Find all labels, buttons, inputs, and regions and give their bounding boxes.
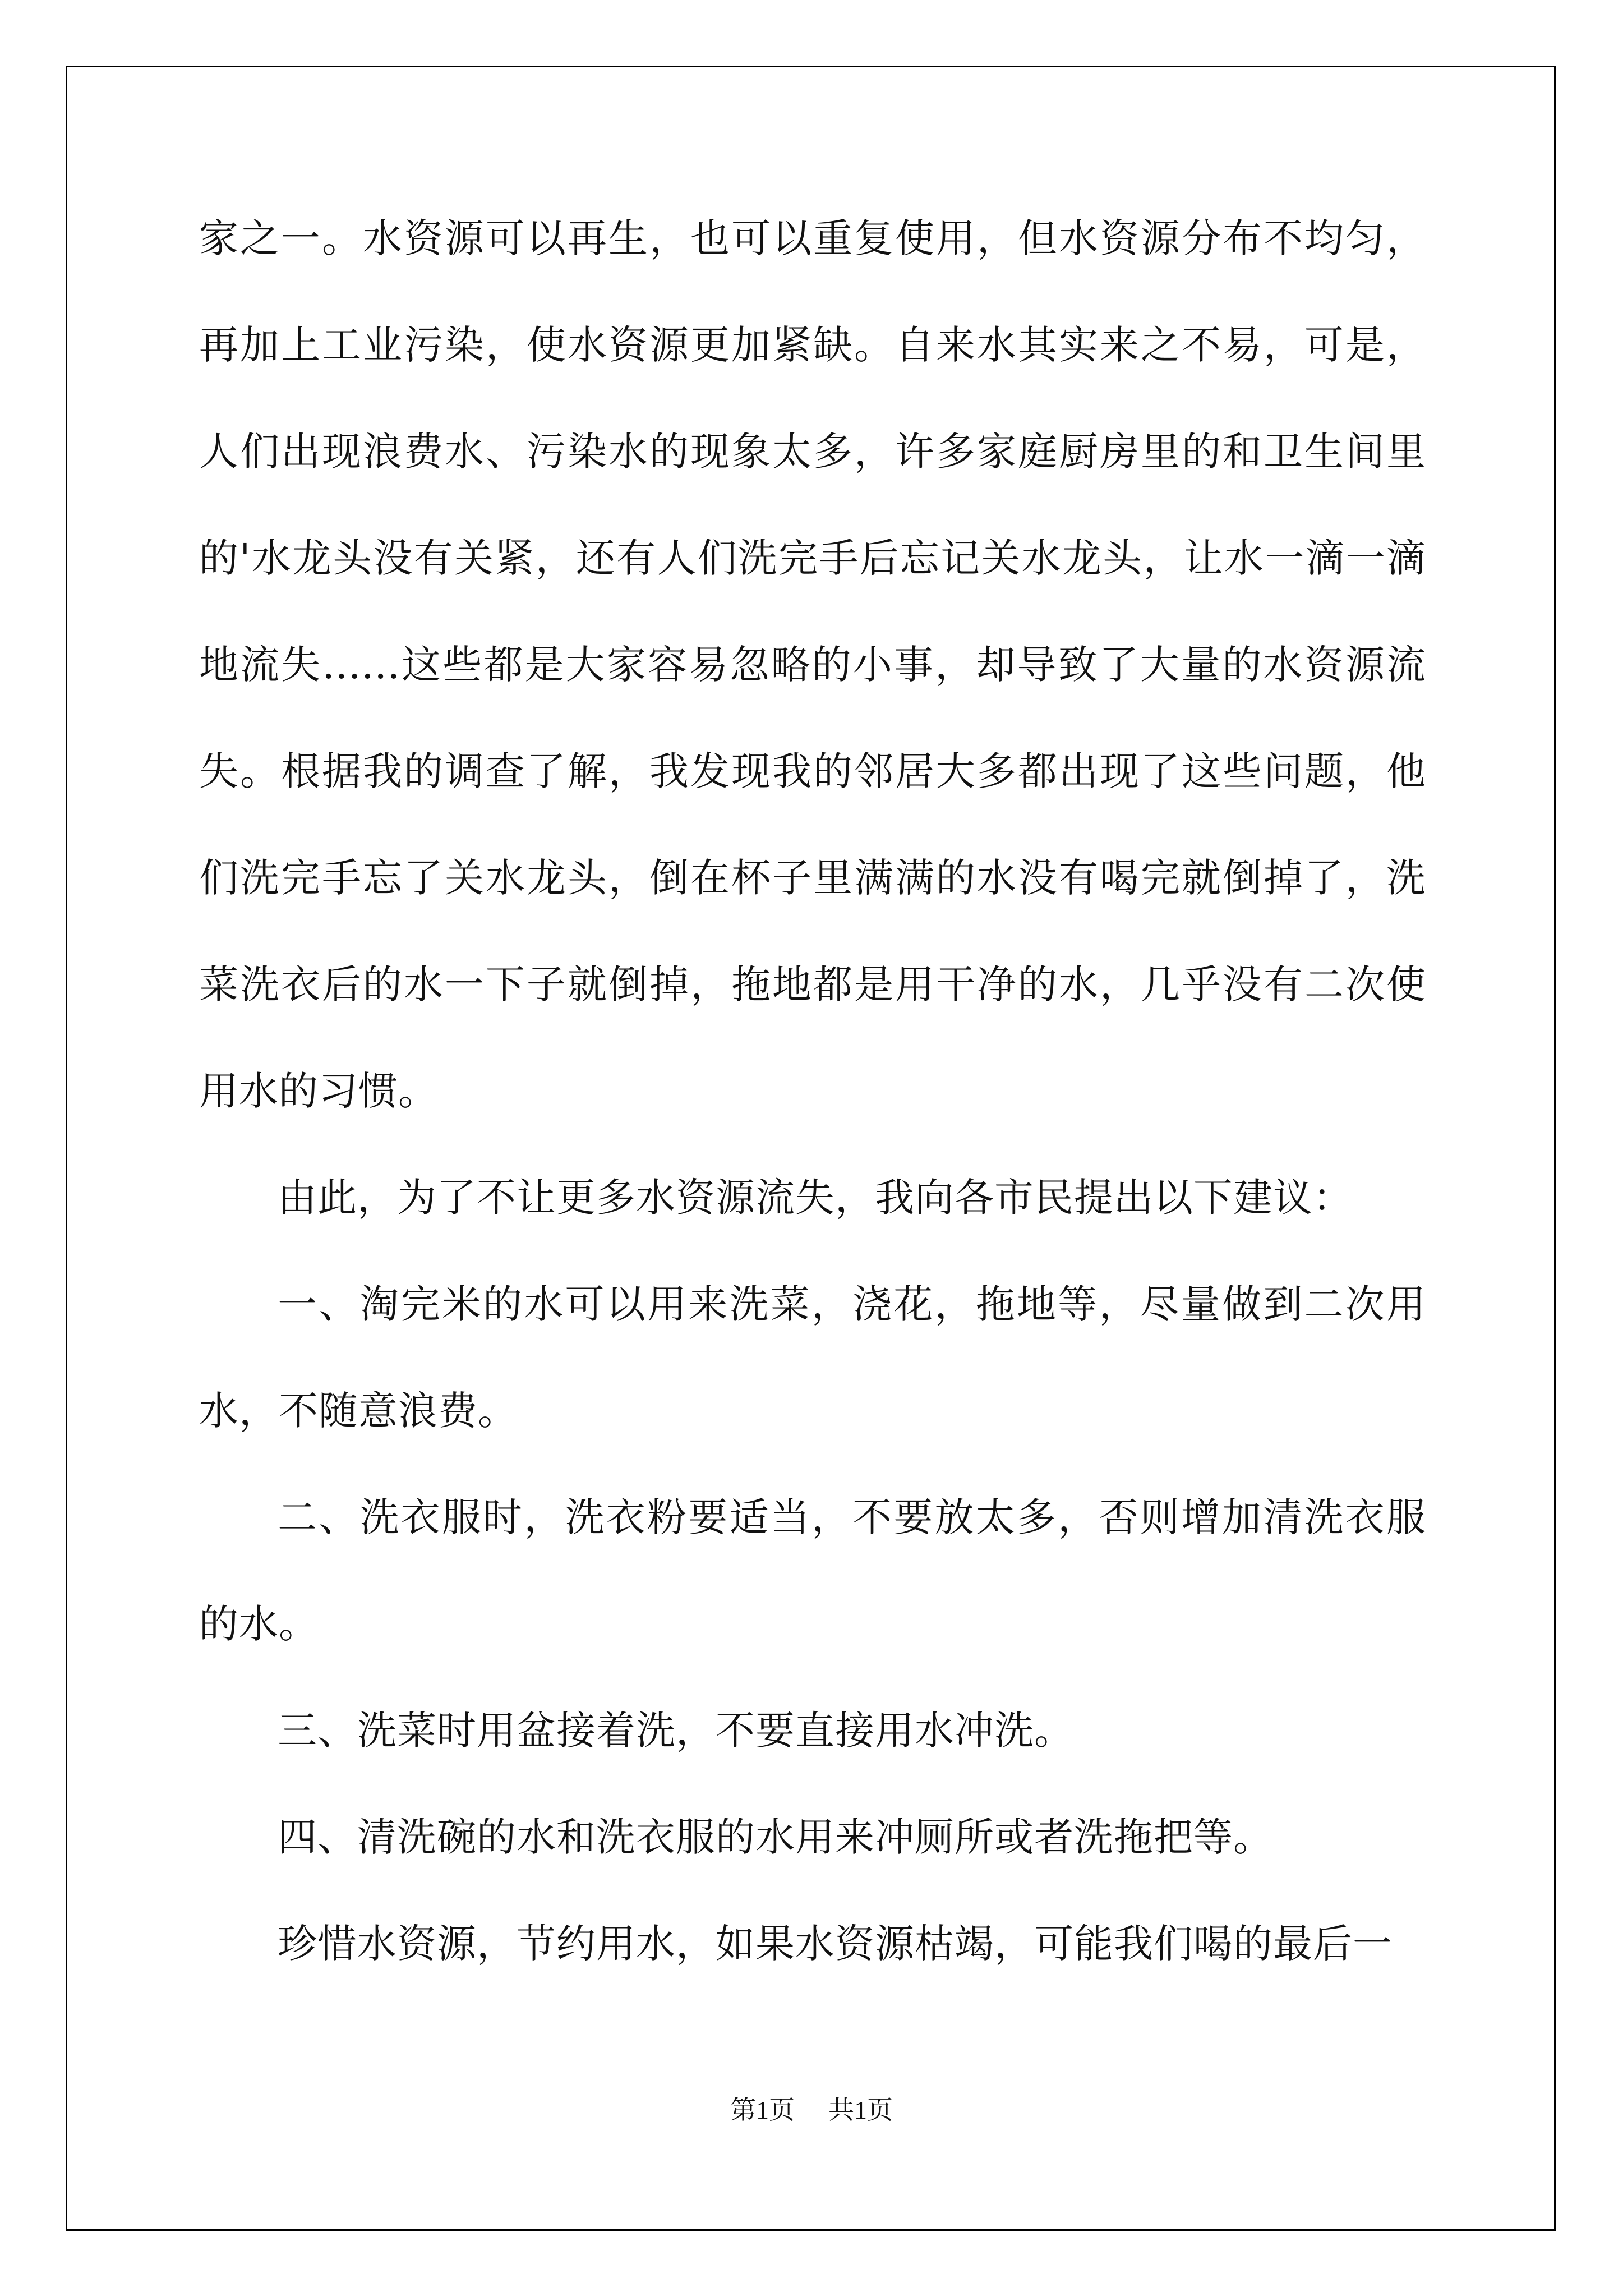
- paragraph-5: 三、洗菜时用盆接着洗，不要直接用水冲洗。: [278, 1708, 1074, 1754]
- page-number: 第1页: [730, 2096, 795, 2124]
- paragraph-1: 家之一。水资源可以再生，也可以重复使用，但水资源分布不均匀，再加上工业污染，使水资源更加紧缺。自来水其实来之不易，可是，人们出现浪费水、污染水的现象太多，许多家庭厨房里的和卫生间里的'水龙头没有关紧，还有人们洗完手后忘记关水龙头，让水一滴一滴地流失......这些都是大家容易忽略的小事，却导致了大量的水资源流失。根据我的调查了解，我发现我的邻居大多都出现了这些问题，他们洗完手忘了关水龙头，倒在杯子里满满的水没有喝完就倒掉了，洗菜洗衣后的水一下子就倒掉，拖地都是用干净的水，几乎没有二次使用水的习惯。: [199, 215, 1426, 1114]
- page-footer: [0, 2090, 1623, 2127]
- paragraph-3: 一、淘完米的水可以用来洗菜，浇花，拖地等，尽量做到二次用水，不随意浪费。: [199, 1281, 1426, 1434]
- page-total: 共1页: [828, 2096, 893, 2124]
- paragraph-7: 珍惜水资源，节约用水，如果水资源枯竭，可能我们喝的最后一: [278, 1921, 1393, 1967]
- paragraph-6: 四、清洗碗的水和洗衣服的水用来冲厕所或者洗拖把等。: [278, 1814, 1273, 1860]
- paragraph-2: 由此，为了不让更多水资源流失，我向各市民提出以下建议：: [278, 1175, 1353, 1221]
- paragraph-4: 二、洗衣服时，洗衣粉要适当，不要放太多，否则增加清洗衣服的水。: [199, 1494, 1426, 1647]
- document-body: [199, 185, 1426, 1997]
